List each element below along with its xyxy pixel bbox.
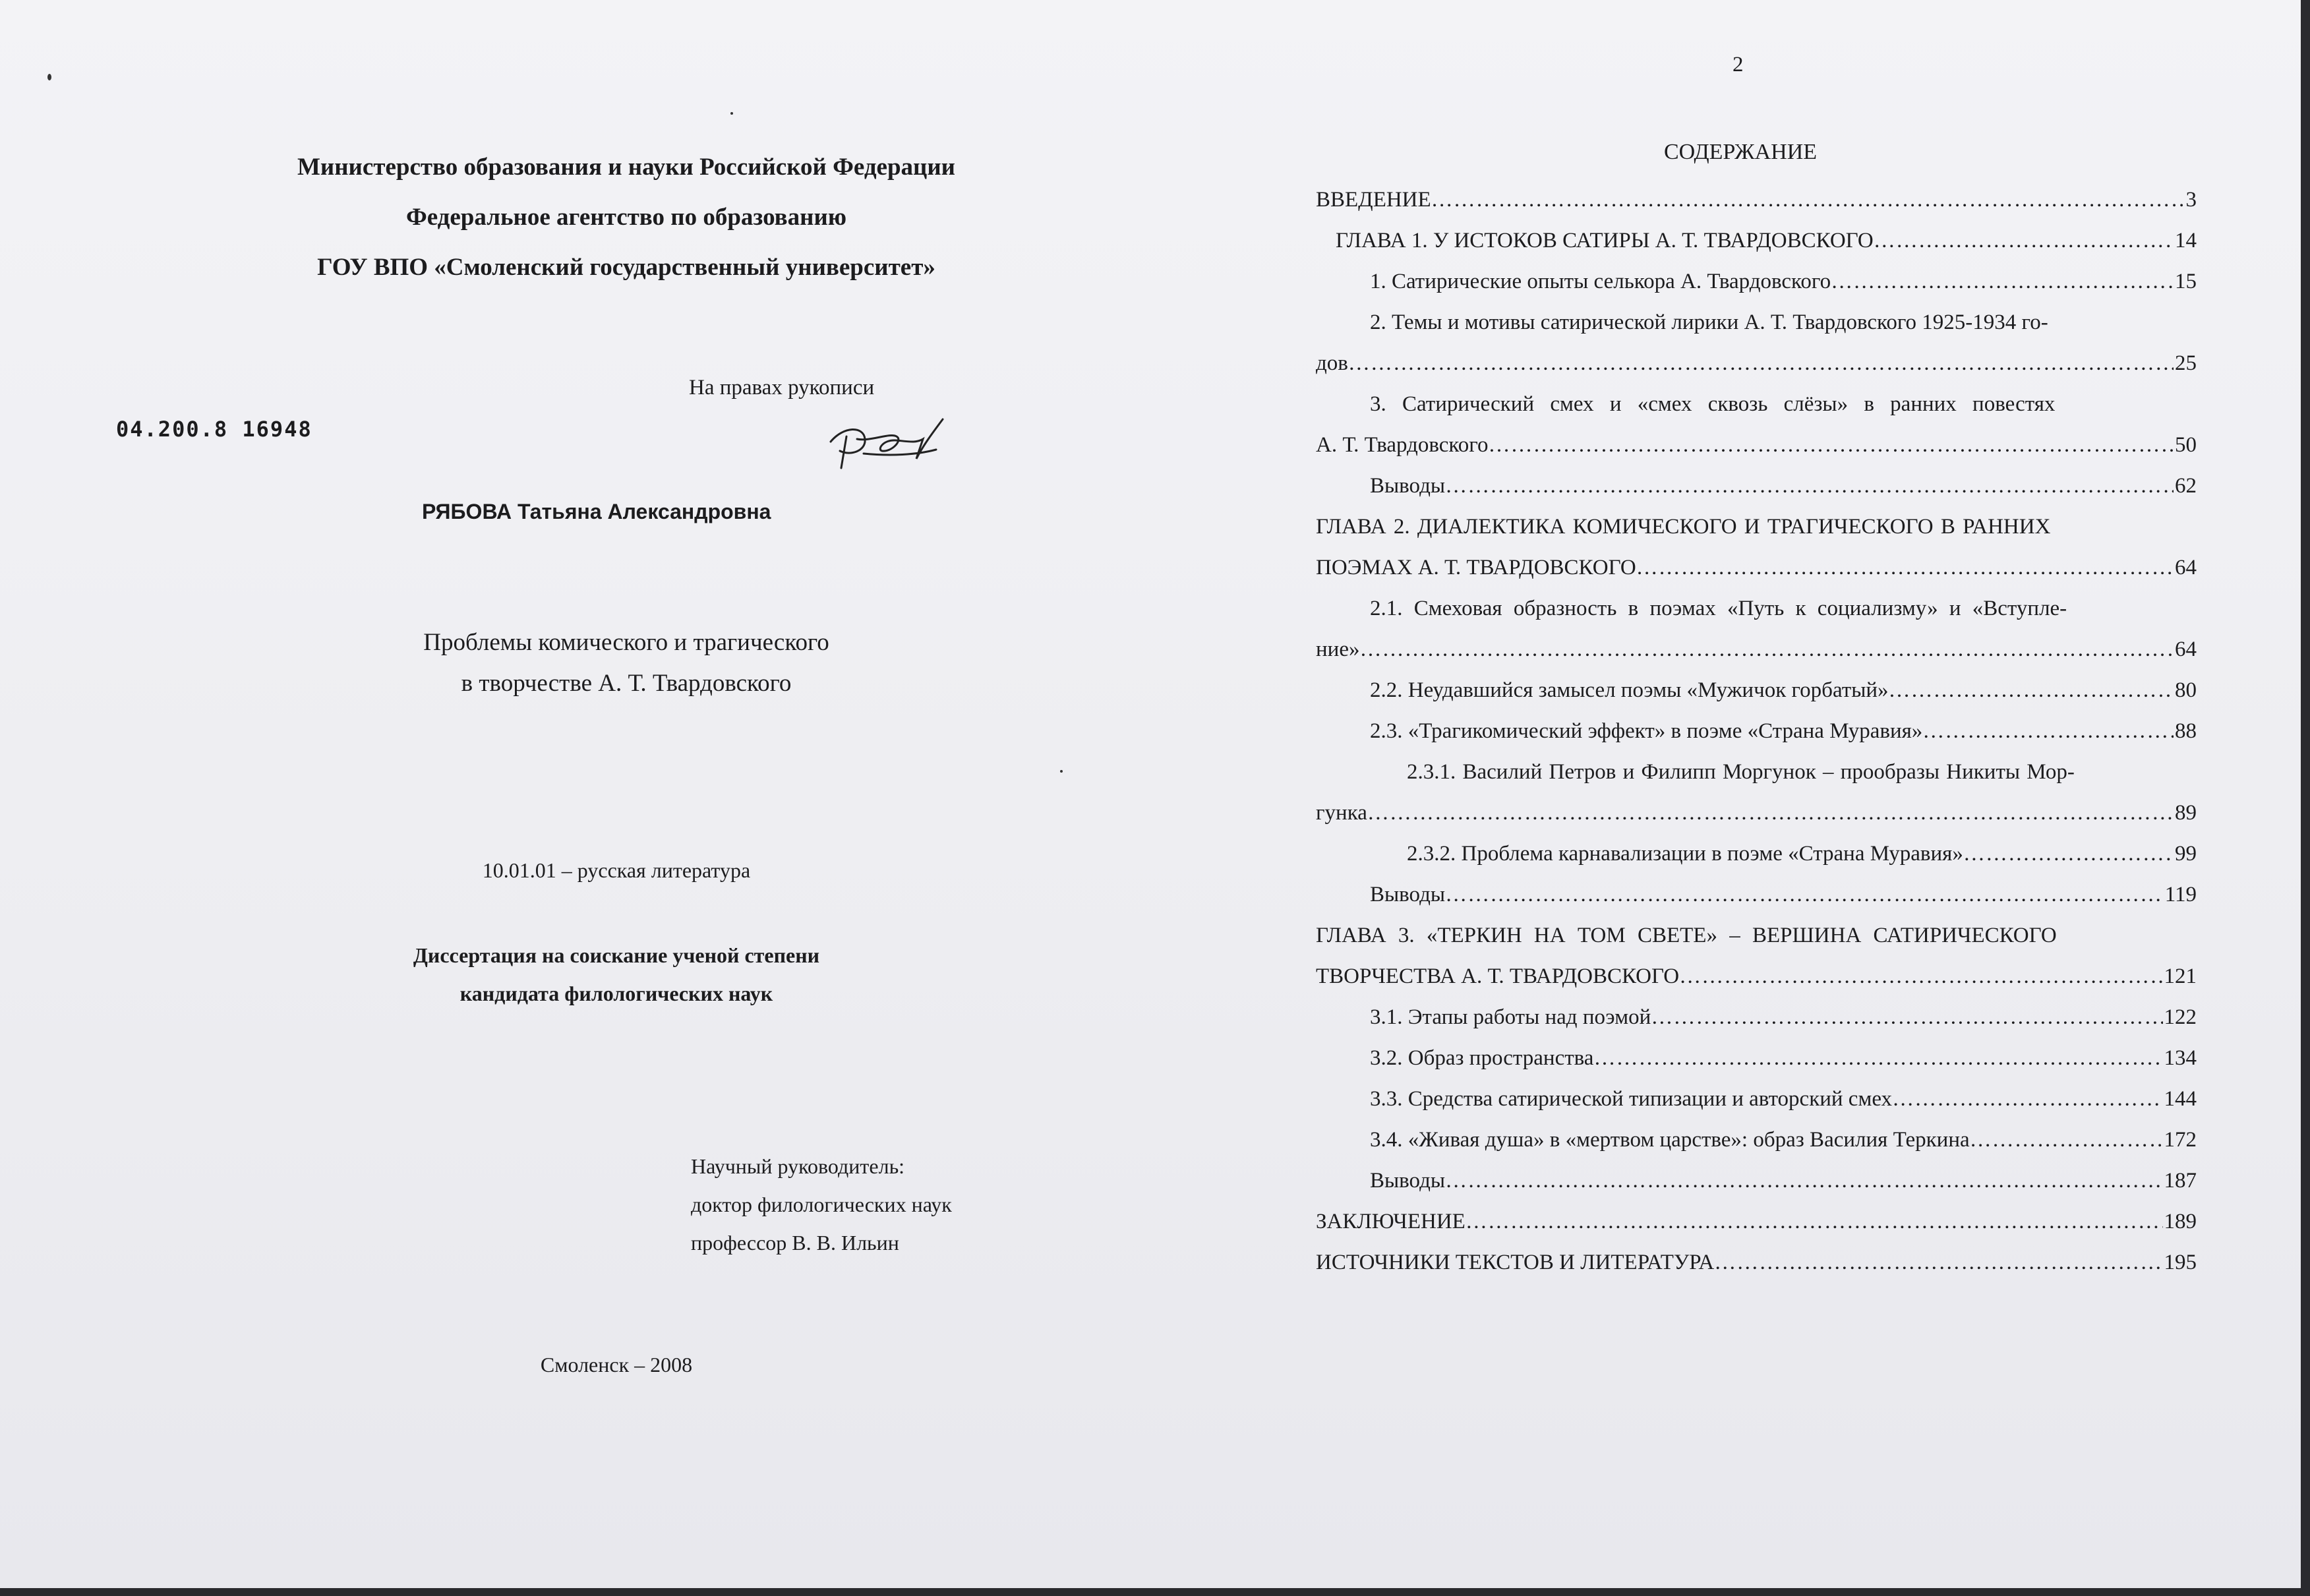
degree-statement [264, 936, 969, 1013]
toc-entry-page: 187 [2164, 1169, 2197, 1193]
toc-entry-title: ГЛАВА 2. ДИАЛЕКТИКА КОМИЧЕСКОГО И ТРАГИЧЕСКОГО В РАННИХ [1316, 515, 2051, 539]
specialty-code: 10.01.01 – русская литература [482, 858, 751, 882]
toc-entry-title: 2.1. Смеховая образность в поэмах «Путь к социализму» и «Вступле- [1370, 597, 2067, 620]
toc-entry-page: 64 [2175, 556, 2197, 579]
toc-entry [1316, 915, 2197, 997]
degree-line: кандидата филологических наук [459, 982, 773, 1005]
toc-entry-title: 3.3. Средства сатирической типизации и авторский смех [1370, 1087, 1893, 1111]
toc-entry-page: 144 [2164, 1087, 2197, 1111]
advisor-label: Научный руководитель: [691, 1154, 905, 1178]
scan-edge-right [2301, 0, 2310, 1596]
toc-entry-title: ЗАКЛЮЧЕНИЕ [1316, 1210, 1466, 1233]
leader-dots [1636, 547, 2174, 588]
leader-dots [1593, 1038, 2162, 1079]
toc-entry-page: 50 [2175, 433, 2197, 457]
toc-entry [1316, 711, 2197, 752]
toc-entry-title: Выводы [1370, 474, 1446, 498]
toc-entry-title: 3.1. Этапы работы над поэмой [1370, 1005, 1651, 1029]
toc-entry-title-cont: гунка [1316, 801, 1367, 825]
registration-stamp: 04.200.8 16948 [116, 417, 312, 442]
toc-entry [1316, 1242, 2197, 1283]
manuscript-rights: На правах рукописи [689, 376, 875, 399]
advisor-name: профессор В. В. Ильин [691, 1231, 899, 1255]
contents-heading: СОДЕРЖАНИЕ [1663, 140, 1818, 164]
toc-entry-title: 2.3. «Трагикомический эффект» в поэме «Страна Муравия» [1370, 719, 1923, 743]
leader-dots [1889, 670, 2174, 711]
leader-dots [1714, 1242, 2162, 1283]
toc-entry-title: 3.2. Образ пространства [1370, 1046, 1594, 1070]
leader-dots [1445, 1160, 2162, 1201]
toc-entry [1316, 1038, 2197, 1079]
toc-entry [1316, 752, 2197, 833]
leader-dots [1970, 1119, 2163, 1160]
toc-entry [1316, 1119, 2197, 1160]
toc-entry-page: 15 [2175, 270, 2197, 293]
scan-edge-bottom [0, 1588, 2310, 1596]
leader-dots [1651, 997, 2162, 1038]
toc-entry-title-cont: ТВОРЧЕСТВА А. Т. ТВАРДОВСКОГО [1316, 964, 1680, 988]
leader-dots [1488, 425, 2174, 465]
toc-entry-title-cont: дов [1316, 351, 1348, 375]
leader-dots [1892, 1079, 2162, 1119]
toc-entry [1316, 833, 2197, 874]
toc-entry-title: ГЛАВА 3. «ТЕРКИН НА ТОМ СВЕТЕ» – ВЕРШИНА САТИРИЧЕСКОГО [1316, 924, 2057, 947]
toc-entry-page: 62 [2175, 474, 2197, 498]
advisor-block [691, 1147, 952, 1262]
toc-entry [1316, 588, 2197, 670]
toc-entry-title: 3.4. «Живая душа» в «мертвом царстве»: образ Василия Теркина [1370, 1128, 1970, 1152]
leader-dots [1874, 220, 2174, 261]
author-name: РЯБОВА Татьяна Александровна [422, 500, 771, 523]
dissertation-title [264, 622, 989, 704]
toc-entry-title: 2.2. Неудавшийся замысел поэмы «Мужичок горбатый» [1370, 678, 1889, 702]
toc-entry [1316, 1201, 2197, 1242]
toc-entry [1316, 261, 2197, 302]
leader-dots [1359, 629, 2174, 670]
toc-entry [1316, 302, 2197, 384]
toc-entry-page: 3 [2185, 188, 2197, 212]
leader-dots [1963, 833, 2174, 874]
leader-dots [1367, 792, 2174, 833]
toc-entry-page: 88 [2175, 719, 2197, 743]
toc-entry [1316, 997, 2197, 1038]
toc-entry [1316, 220, 2197, 261]
university-line: ГОУ ВПО «Смоленский государственный университет» [317, 254, 935, 281]
toc-entry-page: 119 [2164, 883, 2197, 906]
leader-dots [1445, 874, 2164, 915]
toc-entry-title: Выводы [1370, 1169, 1446, 1193]
leader-dots [1679, 956, 2162, 997]
toc-entry-page: 80 [2175, 678, 2197, 702]
toc-entry-title: Выводы [1370, 883, 1446, 906]
toc-entry-page: 25 [2175, 351, 2197, 375]
dissertation-title-line: Проблемы комического и трагического [423, 629, 829, 656]
toc-entry-page: 122 [2164, 1005, 2197, 1029]
toc-entry-title-cont: ПОЭМАХ А. Т. ТВАРДОВСКОГО [1316, 556, 1636, 579]
toc-entry [1316, 506, 2197, 588]
degree-line: Диссертация на соискание ученой степени [413, 943, 820, 967]
leader-dots [1831, 261, 2174, 302]
toc-entry [1316, 1160, 2197, 1201]
toc-entry-title: 2.3.1. Василий Петров и Филипп Моргунок – прообразы Никиты Мор- [1407, 760, 2075, 784]
dissertation-title-line: в творчестве А. Т. Твардовского [461, 670, 792, 697]
institution-header [119, 142, 1134, 293]
toc-entry-page: 189 [2164, 1210, 2197, 1233]
toc-entry-title: ГЛАВА 1. У ИСТОКОВ САТИРЫ А. Т. ТВАРДОВСКОГО [1336, 229, 1874, 252]
toc-entry-title: 3. Сатирический смех и «смех сквозь слёзы» в ранних повестях [1370, 392, 2056, 416]
toc-entry [1316, 670, 2197, 711]
toc-entry-title: 2.3.2. Проблема карнавализации в поэме «Страна Муравия» [1407, 842, 1963, 866]
author-signature [817, 413, 949, 479]
ministry-line: Министерство образования и науки Российской Федерации [297, 154, 955, 181]
leader-dots [1445, 465, 2174, 506]
toc-entry-title: ВВЕДЕНИЕ [1316, 188, 1431, 212]
toc-entry-page: 89 [2175, 801, 2197, 825]
toc-entry [1316, 465, 2197, 506]
toc-entry-page: 64 [2175, 637, 2197, 661]
agency-line: Федеральное агентство по образованию [405, 204, 847, 231]
advisor-degree: доктор филологических наук [691, 1193, 952, 1216]
toc-entry-page: 121 [2164, 964, 2197, 988]
toc-entry-title-cont: ние» [1316, 637, 1360, 661]
toc-entry-page: 99 [2175, 842, 2197, 866]
toc-entry [1316, 179, 2197, 220]
toc-entry [1316, 1079, 2197, 1119]
toc-entry-title: 1. Сатирические опыты селькора А. Твардовского [1370, 270, 1831, 293]
toc-entry-page: 134 [2164, 1046, 2197, 1070]
toc-entry-title-cont: А. Т. Твардовского [1316, 433, 1489, 457]
leader-dots [1431, 179, 2185, 220]
leader-dots [1922, 711, 2174, 752]
toc-entry-page: 14 [2175, 229, 2197, 252]
leader-dots [1466, 1201, 2163, 1242]
contents-page [1292, 0, 2307, 1596]
toc-entry [1316, 384, 2197, 465]
city-year: Смоленск – 2008 [540, 1353, 693, 1376]
toc-entry-title: 2. Темы и мотивы сатирической лирики А. Т. Твардовского 1925-1934 го- [1370, 310, 2048, 334]
toc-entry-page: 172 [2164, 1128, 2197, 1152]
leader-dots [1348, 343, 2174, 384]
page-number: 2 [1732, 53, 1744, 76]
toc-entry [1316, 874, 2197, 915]
toc-entry-title: ИСТОЧНИКИ ТЕКСТОВ И ЛИТЕРАТУРА [1316, 1251, 1715, 1274]
table-of-contents [1316, 179, 2197, 1283]
toc-entry-page: 195 [2164, 1251, 2197, 1274]
